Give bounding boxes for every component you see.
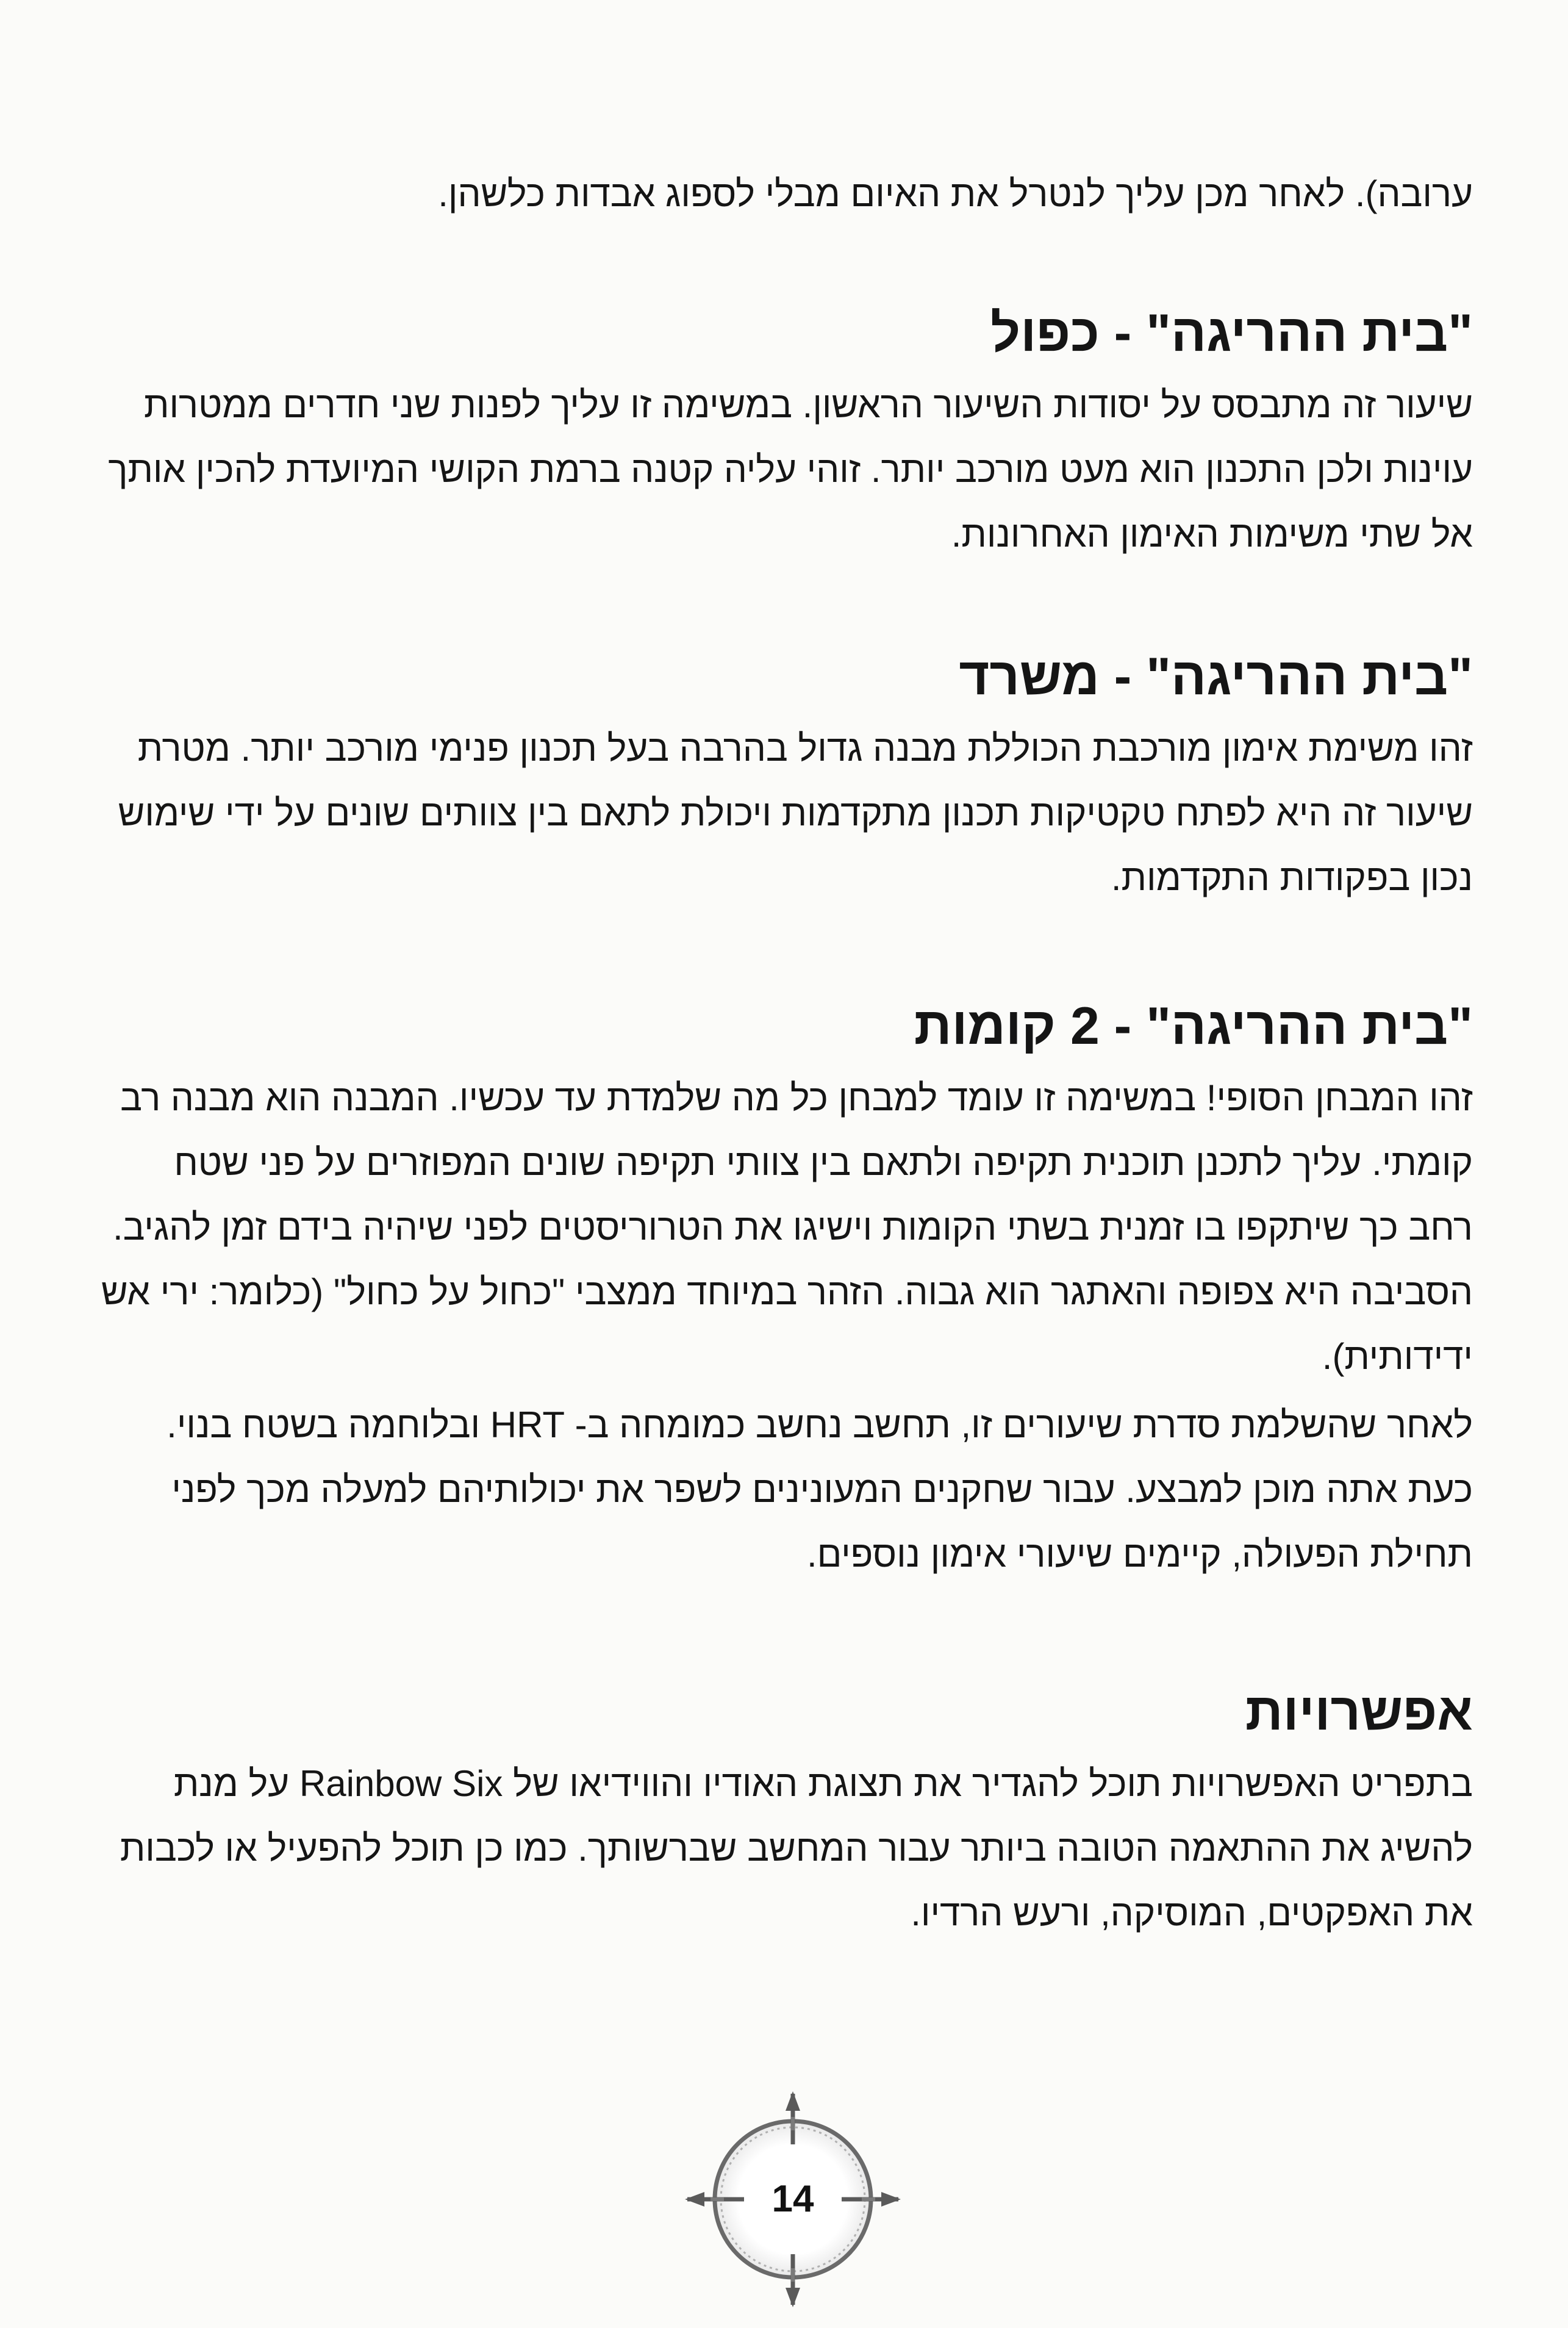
section-paragraph: בתפריט האפשרויות תוכל להגדיר את תצוגת האודיו והווידיאו של Rainbow Six על מנת להשיג את ההתאמה הטובה ביותר עבור המחשב שברשותך. כמו כן תוכל להפעיל או לכבות את האפקטים, המוסיקה, ורעש הרדיו. <box>120 1763 1473 1933</box>
page-number: 14 <box>771 2178 814 2220</box>
section-paragraph: לאחר שהשלמת סדרת שיעורים זו, תחשב נחשב כמומחה ב- HRT ובלוחמה בשטח בנוי. כעת אתה מוכן למבצע. עבור שחקנים המעונינים לשפר את יכולותיהם למעלה מכך לפני תחילת הפעולה, קיימים שיעורי אימון נוספים. <box>166 1404 1473 1575</box>
section-paragraph: שיעור זה מתבסס על יסודות השיעור הראשון. במשימה זו עליך לפנות שני חדרים ממטרות עוינות ולכן התכנון הוא מעט מורכב יותר. זוהי עליה קטנה ברמת הקושי המיועדת להכין אותך אל שתי משימות האימון האחרונות. <box>108 384 1473 555</box>
section-heading-killhouse-two-floors: "בית ההריגה" - 2 קומות <box>914 997 1473 1055</box>
section-paragraph: זהו המבחן הסופי! במשימה זו עומד למבחן כל מה שלמדת עד עכשיו. המבנה הוא מבנה רב קומתי. עליך לתכנן תוכנית תקיפה ולתאם בין צוותי תקיפה שונים המפוזרים על פני שטח רחב כך שיתקפו בו זמנית בשתי הקומות וישיגו את הטרוריסטים לפני שיהיה בידם זמן להגיב. הסביבה היא צפופה והאתגר הוא גבוה. הזהר במיוחד ממצבי "כחול על כחול" (כלומר: ירי אש ידידותית). <box>101 1077 1473 1377</box>
section-paragraph: זהו משימת אימון מורכבת הכוללת מבנה גדול בהרבה בעל תכנון פנימי מורכב יותר. מטרת שיעור זה היא לפתח טקטיקות תכנון מתקדמות ויכולת לתאם בין צוותים שונים על ידי שימוש נכון בפקודות התקדמות. <box>118 728 1473 898</box>
section-heading-options: אפשרויות <box>1245 1683 1473 1741</box>
page-number-ornament <box>680 2086 906 2312</box>
intro-paragraph: ערובה). לאחר מכן עליך לנטרל את האיום מבלי לספוג אבדות כלשהן. <box>438 173 1473 214</box>
section-heading-killhouse-double: "בית ההריגה" - כפול <box>990 304 1473 362</box>
page-content <box>101 162 1473 1945</box>
section-heading-killhouse-office: "בית ההריגה" - משרד <box>959 647 1473 706</box>
